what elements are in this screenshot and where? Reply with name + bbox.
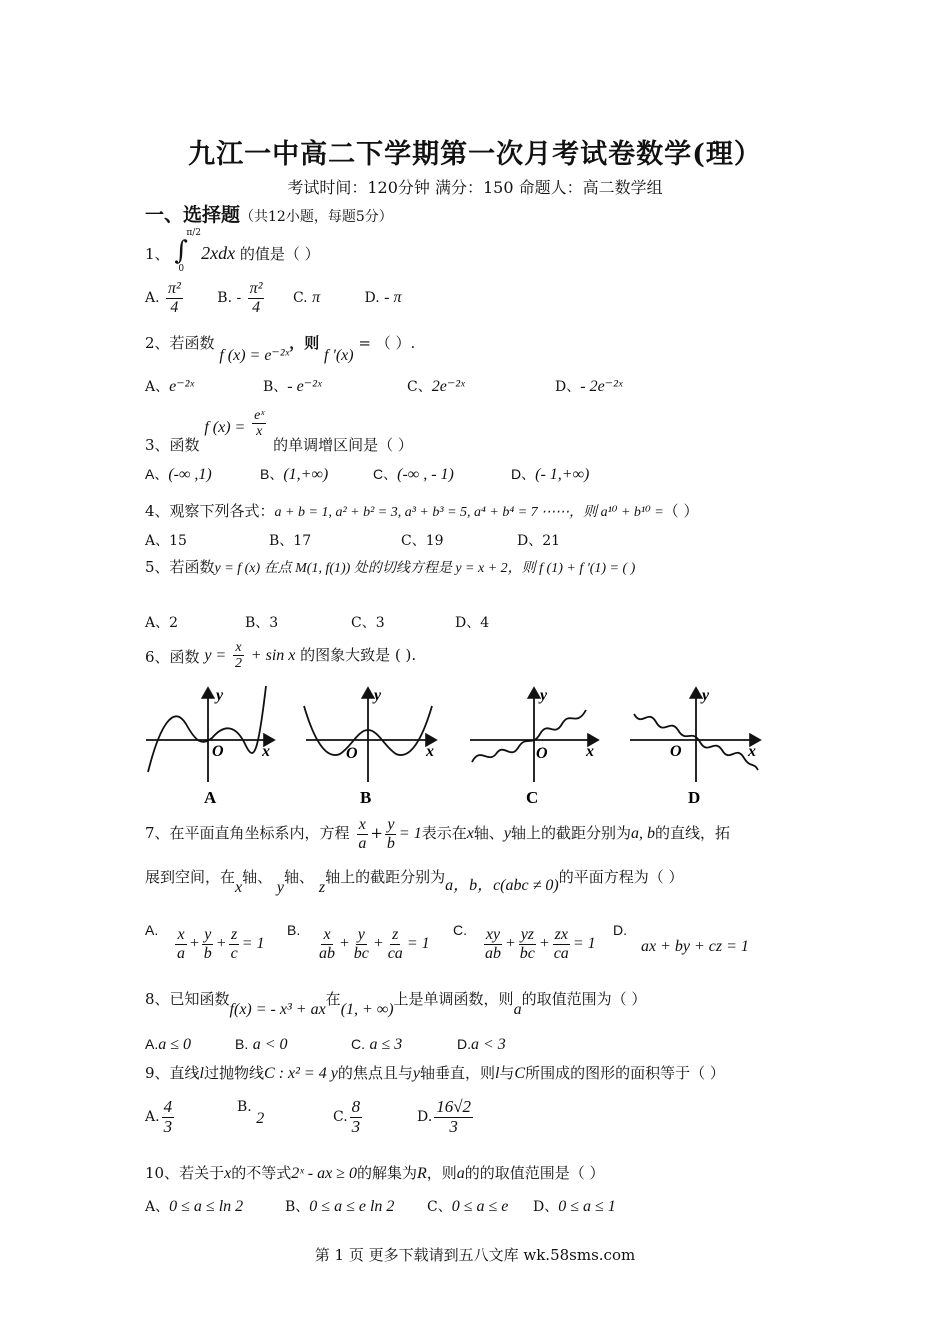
q10-inequality: 2ˣ - ax ≥ 0 (291, 1165, 357, 1182)
graph-a-y-label: y (216, 687, 224, 704)
graph-b-x-label: x (426, 743, 434, 760)
q3-fraction: $\frac{\text{eˣ}}{x}$ (254, 408, 265, 440)
exam-page: 九江一中高二下学期第一次月考试卷数学(理） 考试时间：120分钟 满分：150 命题人：高二数学组 一、选择题（共12小题，每题5分） 1、 ∫ π/2 0 2xdx 的值是（ ） A. $\frac{\text{π²}}{4}$ B. - $\frac{\text{π²}}{4}$ C. π D. - π 2、若函数 f (x) = e⁻²ˣ，则 f '(x) = （ ）. A、e⁻²ˣ B、- e⁻²ˣ C、2e⁻²ˣ D、- 2e⁻²ˣ 3、函数 f (x) = $\frac{\text{eˣ}}{x}$ 的单调增区间是（ ） A、(-∞ ,1) B、(1,+∞) C、(-∞ , - 1) D、(- 1,+∞) 4、观察下列各式：a + b = 1, a² + b² = 3, a³ + b³ = 5, a⁴ + b⁴ = 7 ⋯⋯，则 a¹⁰ + b¹⁰ =（ ） A、15 B、17 C、19 D、21 5、若函数y = f (x) 在点 M(1, f(1)) 处的切线方程是 y = x + 2，则 f (1) + f '(1) = ( ) A、2 B、3 C、3 D、4 6、函数 y = $\frac{x}{2}$ + sin x 的图象大致是 ( ). y x O A y x O B y x O C y x O D 7、在平面直角坐标系内，方程 $\frac{x}{a}$ + $\frac{y}{b}$ = 1表示在x轴、y轴上的截距分别为a, b的直线，拓 展到空间，在x轴、 y轴、 z轴上的截距分别为a，b，c(abc ≠ 0)的平面方程为（ ） A. $\frac{x}{a}$ + $\frac{y}{b}$ + $\frac{z}{c}$ = 1 B. $\frac{x}{ab}$ + $\frac{y}{bc}$ + $\frac{z}{ca}$ = 1 C. $\frac{xy}{ab}$ + $\frac{yz}{bc}$ + $\frac{zx}{ca}$ = 1 D. ax + by + cz = 1 8、已知函数f(x) = - x³ + ax在(1, + ∞)上是单调函数，则a的取值范围为（ ） A.a ≤ 0 B. a < 0 C. a ≤ 3 D.a < 3 9、直线l过抛物线C : x² = 4 y的焦点且与y轴垂直，则l与C所围成的图形的面积等于（ ） A. $\frac{4}{3}$ B. 2 C. $\frac{8}{3}$ D. $\frac{16√2}{3}$ 10、若关于x的不等式2ˣ - ax ≥ 0的解集为R，则a的的取值范围是（ ） A、0 ≤ a ≤ ln 2 B、0 ≤ a ≤ e ln 2 C、0 ≤ a ≤ e D、0 ≤ a ≤ 1 第 1 页 更多下载请到五八文库 wk.58sms.com (0, 0, 950, 1344)
q3-option-c: (-∞ , - 1) (397, 466, 454, 483)
integral-lower: 0 (178, 264, 185, 274)
section-heading (145, 200, 393, 227)
q7-option-b: $\frac{x}{ab}$ + $\frac{y}{bc}$ + $\frac{z}{ca}$ = 1 (319, 926, 430, 962)
graph-a-label: A (204, 788, 217, 807)
q3-option-b: (1,+∞) (283, 466, 329, 483)
q7-option-c: $\frac{xy}{ab}$ + $\frac{yz}{bc}$ + $\frac{zx}{ca}$ = 1 (485, 926, 596, 962)
q10-option-d: 0 ≤ a ≤ 1 (558, 1198, 616, 1215)
graph-d[interactable] (630, 687, 760, 807)
q8-option-a: a ≤ 0 (158, 1036, 192, 1053)
question-7-line-1: 7、在平面直角坐标系内，方程 $\frac{x}{a}$ + $\frac{y}{b}$ = 1表示在x轴、y轴上的截距分别为a, b的直线，拓 (145, 816, 730, 852)
q4-option-b: B、17 (269, 533, 312, 549)
graph-d-origin: O (670, 743, 682, 760)
integral-upper: π/2 (186, 228, 202, 238)
question-10: 10、若关于x的不等式2ˣ - ax ≥ 0的解集为R，则a的的取值范围是（ ） (145, 1164, 605, 1182)
graph-b-y-label: y (374, 687, 382, 704)
q1-option-d: - π (384, 289, 402, 307)
q5-option-b: B、3 (245, 615, 279, 631)
graph-c-label: C (526, 788, 539, 807)
q1-option-a-label: A. (145, 290, 160, 307)
graph-c-origin: O (536, 745, 548, 762)
question-7-line-2: 展到空间，在x轴、 y轴、 z轴上的截距分别为a，b，c(abc ≠ 0)的平面方程为（ ） (145, 868, 684, 896)
q9-option-a: $\frac{4}{3}$ (163, 1097, 173, 1136)
section-note: （共12小题，每题5分） (240, 209, 393, 225)
q9-option-b: 2 (256, 1110, 265, 1127)
graph-d-y-label: y (702, 687, 710, 704)
page-title: 九江一中高二下学期第一次月考试卷数学(理） (188, 139, 762, 170)
graph-a[interactable] (146, 686, 274, 807)
question-4: 4、观察下列各式：a + b = 1, a² + b² = 3, a³ + b³ = 5, a⁴ + b⁴ = 7 ⋯⋯，则 a¹⁰ + b¹⁰ =（ ） (145, 502, 699, 520)
q1-option-b: $\frac{\text{π²}}{4}$ (249, 280, 263, 316)
q1-option-c-label: C. (292, 290, 308, 307)
q2-option-b: - e⁻²ˣ (287, 378, 322, 395)
page-footer: 第 1 页 更多下载请到五八文库 wk.58sms.com (314, 1246, 636, 1264)
question-9: 9、直线l过抛物线C : x² = 4 y的焦点且与y轴垂直，则l与C所围成的图形的面积等于（ ） (145, 1064, 725, 1082)
q7-option-d: ax + by + cz = 1 (641, 938, 749, 955)
q5-option-c: C、3 (351, 615, 385, 631)
question-8: 8、已知函数f(x) = - x³ + ax在(1, + ∞)上是单调函数，则a的取值范围为（ ） (145, 990, 647, 1018)
q8-function: f(x) = - x³ + ax (229, 1001, 326, 1018)
q4-option-c: C、19 (401, 533, 444, 549)
q8-option-d: a < 3 (471, 1036, 506, 1053)
graph-d-label: D (688, 788, 701, 807)
q6-graphs (140, 684, 780, 812)
q5-expression: y = f (x) 在点 M(1, f(1)) 处的切线方程是 y = x + 2，则 f (1) + f '(1) = ( ) (214, 561, 636, 576)
question-6: 6、函数 y = $\frac{x}{2}$ + sin x 的图象大致是 ( ). (145, 640, 417, 672)
question-5: 5、若函数y = f (x) 在点 M(1, f(1)) 处的切线方程是 y = x + 2，则 f (1) + f '(1) = ( ) (145, 558, 636, 576)
q5-option-d: D、4 (455, 615, 490, 631)
q1-option-b-label: B. (217, 290, 233, 307)
q3-option-d: (- 1,+∞) (535, 466, 590, 483)
q3-option-a: (-∞ ,1) (168, 466, 212, 483)
integral-sign: ∫ π/2 0 (174, 228, 202, 274)
q9-option-d: $\frac{16√2}{3}$ (436, 1097, 472, 1136)
q2-option-a: e⁻²ˣ (169, 378, 194, 395)
q2-function: f (x) = e⁻²ˣ (219, 347, 290, 364)
q1-integrand: 2xdx (201, 243, 236, 263)
q8-option-b: a < 0 (252, 1036, 288, 1053)
graph-b-origin: O (346, 745, 358, 762)
q9-option-c: $\frac{8}{3}$ (351, 1097, 361, 1136)
q4-expression: a + b = 1, a² + b² = 3, a³ + b³ = 5, a⁴ + b⁴ = 7 ⋯⋯，则 a¹⁰ + b¹⁰ = (274, 505, 664, 520)
graph-a-x-label: x (262, 743, 270, 760)
graph-b[interactable] (304, 687, 436, 807)
q4-option-a: A、15 (145, 533, 187, 549)
q10-option-a: 0 ≤ a ≤ ln 2 (169, 1198, 244, 1215)
q7-option-a: $\frac{x}{a}$ + $\frac{y}{b}$ + $\frac{z}{c}$ = 1 (177, 926, 265, 962)
graph-c[interactable] (470, 687, 598, 807)
q10-option-c: 0 ≤ a ≤ e (451, 1198, 509, 1215)
exam-info: 考试时间：120分钟 满分：150 命题人：高二数学组 (287, 178, 663, 197)
q9-parabola: C : x² = 4 y (264, 1065, 338, 1082)
q4-option-d: D、21 (517, 533, 561, 549)
q10-option-b: 0 ≤ a ≤ e ln 2 (309, 1198, 395, 1215)
question-3: 3、函数 f (x) = $\frac{\text{eˣ}}{x}$ 的单调增区间是（ ） (145, 408, 413, 454)
question-1 (145, 228, 320, 274)
graph-d-x-label: x (748, 743, 756, 760)
q8-option-c: a ≤ 3 (369, 1036, 403, 1053)
q2-option-d: - 2e⁻²ˣ (580, 378, 623, 395)
graph-c-y-label: y (540, 687, 548, 704)
q1-option-c: π (312, 289, 321, 307)
section-title: 一、选择题 (145, 204, 241, 226)
graph-b-label: B (360, 788, 372, 807)
graph-a-origin: O (212, 743, 224, 760)
q1-option-a: $\frac{\text{π²}}{4}$ (168, 280, 181, 316)
q1-text: 的值是（ ） (239, 245, 320, 263)
q2-derivative: f '(x) (323, 347, 354, 364)
q5-option-a: A、2 (145, 615, 179, 631)
q2-option-c: 2e⁻²ˣ (431, 378, 465, 395)
q1-number: 1、 (145, 245, 170, 263)
q1-options: A. $\frac{\text{π²}}{4}$ B. - $\frac{\text{π²}}{4}$ C. π D. - π (145, 280, 402, 316)
graph-c-x-label: x (586, 743, 594, 760)
question-2: 2、若函数 f (x) = e⁻²ˣ，则 f '(x) = （ ）. (145, 334, 416, 364)
q1-option-d-label: D. (364, 290, 380, 307)
